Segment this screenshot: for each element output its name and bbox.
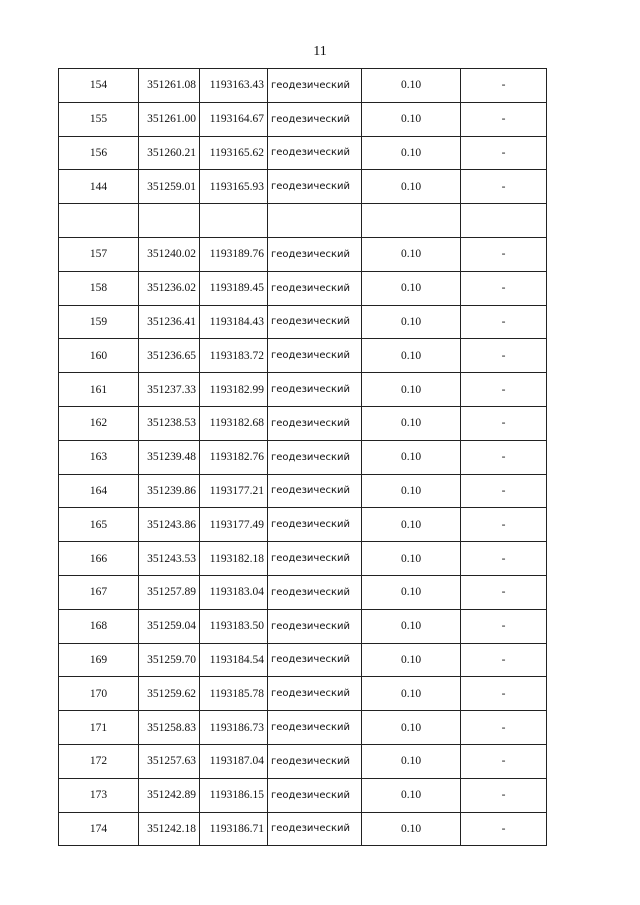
- note-cell: -: [461, 339, 547, 373]
- accuracy-cell: [362, 204, 461, 238]
- accuracy-cell: 0.10: [362, 542, 461, 576]
- table-row: [59, 643, 547, 677]
- method-cell: геодезический: [268, 136, 362, 170]
- method-cell: [268, 204, 362, 238]
- method-cell: геодезический: [268, 339, 362, 373]
- table-row: [59, 170, 547, 204]
- method-cell: геодезический: [268, 812, 362, 846]
- point-number-cell: 163: [59, 440, 139, 474]
- point-number-cell: 154: [59, 69, 139, 103]
- x-coordinate-cell: 351257.89: [139, 575, 200, 609]
- note-cell: -: [461, 305, 547, 339]
- table-row: [59, 812, 547, 846]
- method-cell: геодезический: [268, 744, 362, 778]
- accuracy-cell: 0.10: [362, 812, 461, 846]
- method-cell: геодезический: [268, 474, 362, 508]
- note-cell: -: [461, 643, 547, 677]
- point-number-cell: 168: [59, 609, 139, 643]
- note-cell: -: [461, 508, 547, 542]
- y-coordinate-cell: 1193177.21: [200, 474, 268, 508]
- accuracy-cell: 0.10: [362, 508, 461, 542]
- x-coordinate-cell: 351236.41: [139, 305, 200, 339]
- method-cell: геодезический: [268, 373, 362, 407]
- accuracy-cell: 0.10: [362, 69, 461, 103]
- method-cell: геодезический: [268, 575, 362, 609]
- point-number-cell: 170: [59, 677, 139, 711]
- accuracy-cell: 0.10: [362, 170, 461, 204]
- point-number-cell: 166: [59, 542, 139, 576]
- note-cell: -: [461, 440, 547, 474]
- table-row: [59, 339, 547, 373]
- y-coordinate-cell: 1193185.78: [200, 677, 268, 711]
- method-cell: геодезический: [268, 778, 362, 812]
- note-cell: -: [461, 136, 547, 170]
- point-number-cell: 161: [59, 373, 139, 407]
- note-cell: -: [461, 711, 547, 745]
- coordinates-table: [58, 68, 547, 846]
- x-coordinate-cell: 351259.62: [139, 677, 200, 711]
- point-number-cell: 157: [59, 237, 139, 271]
- x-coordinate-cell: [139, 204, 200, 238]
- point-number-cell: 158: [59, 271, 139, 305]
- y-coordinate-cell: 1193184.43: [200, 305, 268, 339]
- table-row: [59, 136, 547, 170]
- table-row: [59, 406, 547, 440]
- note-cell: -: [461, 373, 547, 407]
- point-number-cell: 169: [59, 643, 139, 677]
- table-row: [59, 575, 547, 609]
- y-coordinate-cell: 1193164.67: [200, 102, 268, 136]
- x-coordinate-cell: 351236.02: [139, 271, 200, 305]
- method-cell: геодезический: [268, 440, 362, 474]
- y-coordinate-cell: 1193189.76: [200, 237, 268, 271]
- accuracy-cell: 0.10: [362, 744, 461, 778]
- method-cell: геодезический: [268, 711, 362, 745]
- note-cell: -: [461, 575, 547, 609]
- accuracy-cell: 0.10: [362, 237, 461, 271]
- x-coordinate-cell: 351259.01: [139, 170, 200, 204]
- x-coordinate-cell: 351242.89: [139, 778, 200, 812]
- table-row: [59, 204, 547, 238]
- y-coordinate-cell: 1193187.04: [200, 744, 268, 778]
- point-number-cell: [59, 204, 139, 238]
- y-coordinate-cell: 1193182.99: [200, 373, 268, 407]
- point-number-cell: 165: [59, 508, 139, 542]
- y-coordinate-cell: 1193186.73: [200, 711, 268, 745]
- table-row: [59, 744, 547, 778]
- table-row: [59, 778, 547, 812]
- x-coordinate-cell: 351242.18: [139, 812, 200, 846]
- point-number-cell: 144: [59, 170, 139, 204]
- y-coordinate-cell: 1193183.50: [200, 609, 268, 643]
- accuracy-cell: 0.10: [362, 440, 461, 474]
- method-cell: геодезический: [268, 677, 362, 711]
- x-coordinate-cell: 351237.33: [139, 373, 200, 407]
- note-cell: -: [461, 474, 547, 508]
- x-coordinate-cell: 351259.04: [139, 609, 200, 643]
- method-cell: геодезический: [268, 406, 362, 440]
- y-coordinate-cell: 1193184.54: [200, 643, 268, 677]
- table-row: [59, 271, 547, 305]
- accuracy-cell: 0.10: [362, 305, 461, 339]
- note-cell: -: [461, 237, 547, 271]
- x-coordinate-cell: 351258.83: [139, 711, 200, 745]
- note-cell: -: [461, 778, 547, 812]
- accuracy-cell: 0.10: [362, 474, 461, 508]
- x-coordinate-cell: 351236.65: [139, 339, 200, 373]
- y-coordinate-cell: 1193165.93: [200, 170, 268, 204]
- y-coordinate-cell: 1193182.18: [200, 542, 268, 576]
- table-row: [59, 373, 547, 407]
- y-coordinate-cell: 1193182.68: [200, 406, 268, 440]
- method-cell: геодезический: [268, 508, 362, 542]
- accuracy-cell: 0.10: [362, 373, 461, 407]
- x-coordinate-cell: 351239.86: [139, 474, 200, 508]
- table-body: [59, 69, 547, 846]
- accuracy-cell: 0.10: [362, 271, 461, 305]
- accuracy-cell: 0.10: [362, 575, 461, 609]
- note-cell: [461, 204, 547, 238]
- accuracy-cell: 0.10: [362, 609, 461, 643]
- page-number: 11: [313, 44, 327, 59]
- table-row: [59, 542, 547, 576]
- y-coordinate-cell: 1193165.62: [200, 136, 268, 170]
- x-coordinate-cell: 351261.00: [139, 102, 200, 136]
- accuracy-cell: 0.10: [362, 339, 461, 373]
- y-coordinate-cell: 1193186.15: [200, 778, 268, 812]
- method-cell: геодезический: [268, 305, 362, 339]
- point-number-cell: 172: [59, 744, 139, 778]
- point-number-cell: 164: [59, 474, 139, 508]
- note-cell: -: [461, 102, 547, 136]
- y-coordinate-cell: 1193177.49: [200, 508, 268, 542]
- point-number-cell: 162: [59, 406, 139, 440]
- y-coordinate-cell: 1193189.45: [200, 271, 268, 305]
- note-cell: -: [461, 406, 547, 440]
- method-cell: геодезический: [268, 69, 362, 103]
- accuracy-cell: 0.10: [362, 102, 461, 136]
- x-coordinate-cell: 351243.53: [139, 542, 200, 576]
- method-cell: геодезический: [268, 237, 362, 271]
- point-number-cell: 173: [59, 778, 139, 812]
- accuracy-cell: 0.10: [362, 406, 461, 440]
- note-cell: -: [461, 271, 547, 305]
- table-row: [59, 474, 547, 508]
- point-number-cell: 159: [59, 305, 139, 339]
- accuracy-cell: 0.10: [362, 136, 461, 170]
- table-row: [59, 440, 547, 474]
- table-row: [59, 711, 547, 745]
- table-row: [59, 237, 547, 271]
- method-cell: геодезический: [268, 102, 362, 136]
- method-cell: геодезический: [268, 643, 362, 677]
- x-coordinate-cell: 351239.48: [139, 440, 200, 474]
- note-cell: -: [461, 744, 547, 778]
- point-number-cell: 167: [59, 575, 139, 609]
- point-number-cell: 171: [59, 711, 139, 745]
- point-number-cell: 155: [59, 102, 139, 136]
- table-row: [59, 102, 547, 136]
- y-coordinate-cell: [200, 204, 268, 238]
- note-cell: -: [461, 170, 547, 204]
- note-cell: -: [461, 677, 547, 711]
- note-cell: -: [461, 812, 547, 846]
- point-number-cell: 160: [59, 339, 139, 373]
- table-row: [59, 508, 547, 542]
- x-coordinate-cell: 351257.63: [139, 744, 200, 778]
- accuracy-cell: 0.10: [362, 677, 461, 711]
- x-coordinate-cell: 351238.53: [139, 406, 200, 440]
- y-coordinate-cell: 1193182.76: [200, 440, 268, 474]
- table-row: [59, 305, 547, 339]
- table-row: [59, 69, 547, 103]
- x-coordinate-cell: 351259.70: [139, 643, 200, 677]
- method-cell: геодезический: [268, 170, 362, 204]
- point-number-cell: 156: [59, 136, 139, 170]
- accuracy-cell: 0.10: [362, 711, 461, 745]
- y-coordinate-cell: 1193183.72: [200, 339, 268, 373]
- note-cell: -: [461, 542, 547, 576]
- x-coordinate-cell: 351243.86: [139, 508, 200, 542]
- accuracy-cell: 0.10: [362, 643, 461, 677]
- note-cell: -: [461, 69, 547, 103]
- y-coordinate-cell: 1193183.04: [200, 575, 268, 609]
- method-cell: геодезический: [268, 271, 362, 305]
- x-coordinate-cell: 351260.21: [139, 136, 200, 170]
- y-coordinate-cell: 1193186.71: [200, 812, 268, 846]
- y-coordinate-cell: 1193163.43: [200, 69, 268, 103]
- x-coordinate-cell: 351261.08: [139, 69, 200, 103]
- point-number-cell: 174: [59, 812, 139, 846]
- note-cell: -: [461, 609, 547, 643]
- table-row: [59, 609, 547, 643]
- x-coordinate-cell: 351240.02: [139, 237, 200, 271]
- method-cell: геодезический: [268, 542, 362, 576]
- table-row: [59, 677, 547, 711]
- accuracy-cell: 0.10: [362, 778, 461, 812]
- method-cell: геодезический: [268, 609, 362, 643]
